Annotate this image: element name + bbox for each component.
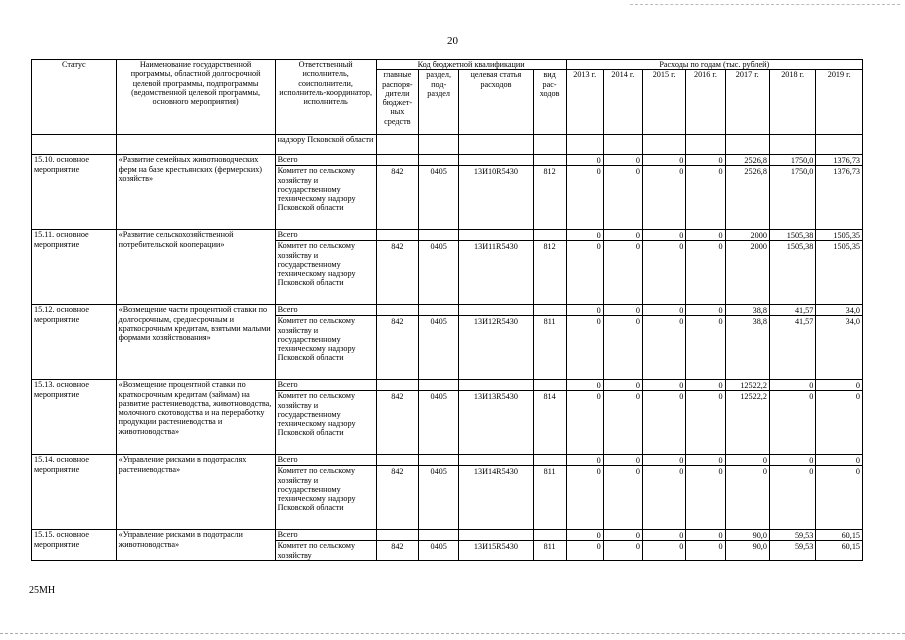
total-value: 41,57	[769, 305, 815, 316]
total-value: 0	[603, 530, 642, 541]
header-year-2017: 2017 г.	[725, 70, 769, 135]
total-value: 0	[603, 380, 642, 391]
total-value: 0	[566, 380, 603, 391]
header-year-2016: 2016 г.	[686, 70, 725, 135]
measure-status: 15.13. основное мероприятие	[32, 380, 117, 455]
total-label: Всего	[275, 455, 376, 466]
detail-value: 0	[566, 316, 603, 380]
total-value: 0	[686, 305, 725, 316]
total-value: 0	[686, 530, 725, 541]
carry-over-executor: надзору Псковской области	[275, 135, 376, 155]
detail-value: 0	[725, 466, 769, 530]
detail-value: 2000	[725, 241, 769, 305]
header-year-2013: 2013 г.	[566, 70, 603, 135]
executor-name: Комитет по сельскому хозяйству и государственному техническому надзору Псковской области	[275, 166, 376, 230]
measure-status: 15.10. основное мероприятие	[32, 155, 117, 230]
scan-edge-top	[630, 4, 900, 5]
executor-name: Комитет по сельскому хозяйству и государственному техническому надзору Псковской области	[275, 241, 376, 305]
footer-code: 25МН	[29, 585, 56, 596]
detail-value: 0	[816, 391, 863, 455]
detail-value: 12522,2	[725, 391, 769, 455]
expense-type-code: 812	[533, 166, 566, 230]
total-value: 0	[816, 455, 863, 466]
detail-value: 0	[566, 166, 603, 230]
detail-value: 0	[686, 541, 725, 561]
total-label: Всего	[275, 305, 376, 316]
expense-type-code: 814	[533, 391, 566, 455]
grbs-code: 842	[376, 241, 418, 305]
detail-value: 0	[642, 541, 685, 561]
detail-value: 2526,8	[725, 166, 769, 230]
total-value: 0	[686, 230, 725, 241]
total-value: 59,53	[769, 530, 815, 541]
total-value: 34,0	[816, 305, 863, 316]
header-grbs: главные распоря-дители бюджет-ных средств	[376, 70, 418, 135]
section-code: 0405	[419, 541, 459, 561]
target-code: 13И11R5430	[459, 241, 533, 305]
detail-value: 1505,38	[769, 241, 815, 305]
detail-value: 0	[603, 541, 642, 561]
section-code: 0405	[419, 166, 459, 230]
executor-name: Комитет по сельскому хозяйству и государственному техническому надзору Псковской области	[275, 466, 376, 530]
total-value: 0	[686, 380, 725, 391]
measure-total-row	[32, 530, 863, 541]
detail-value: 0	[686, 466, 725, 530]
total-value: 0	[566, 230, 603, 241]
target-code: 13И12R5430	[459, 316, 533, 380]
total-value: 1505,38	[769, 230, 815, 241]
target-code: 13И14R5430	[459, 466, 533, 530]
grbs-code: 842	[376, 391, 418, 455]
total-value: 1376,73	[816, 155, 863, 166]
total-value: 0	[603, 155, 642, 166]
total-label: Всего	[275, 155, 376, 166]
detail-value: 0	[603, 241, 642, 305]
section-code: 0405	[419, 391, 459, 455]
total-value: 0	[566, 455, 603, 466]
page-number: 20	[447, 35, 458, 47]
total-value: 2526,8	[725, 155, 769, 166]
total-value: 0	[566, 155, 603, 166]
total-value: 0	[725, 455, 769, 466]
total-value: 38,8	[725, 305, 769, 316]
total-value: 0	[642, 230, 685, 241]
detail-value: 0	[603, 316, 642, 380]
total-value: 0	[686, 455, 725, 466]
detail-value: 41,57	[769, 316, 815, 380]
total-value: 0	[642, 455, 685, 466]
measure-name: «Возмещение процентной ставки по краткосрочным кредитам (займам) на развитие растениеводства, животноводства, молочного скотоводства и на переработку продукции растениеводства и животноводства»	[116, 380, 275, 455]
measure-total-row	[32, 155, 863, 166]
detail-value: 0	[566, 391, 603, 455]
header-year-2019: 2019 г.	[816, 70, 863, 135]
total-value: 0	[769, 380, 815, 391]
target-code: 13И15R5430	[459, 541, 533, 561]
total-label: Всего	[275, 380, 376, 391]
total-label: Всего	[275, 530, 376, 541]
detail-value: 0	[686, 316, 725, 380]
grbs-code: 842	[376, 166, 418, 230]
header-target: целевая статья расходов	[459, 70, 533, 135]
measure-total-row	[32, 230, 863, 241]
expense-type-code: 811	[533, 316, 566, 380]
total-value: 0	[642, 155, 685, 166]
detail-value: 34,0	[816, 316, 863, 380]
measure-total-row	[32, 455, 863, 466]
total-label: Всего	[275, 230, 376, 241]
total-value: 0	[642, 380, 685, 391]
total-value: 0	[566, 530, 603, 541]
header-section: раздел, под-раздел	[419, 70, 459, 135]
detail-value: 0	[642, 241, 685, 305]
detail-value: 0	[603, 391, 642, 455]
total-value: 0	[686, 155, 725, 166]
header-expenses: Расходы по годам (тыс. рублей)	[566, 60, 862, 70]
executor-name: Комитет по сельскому хозяйству	[275, 541, 376, 561]
detail-value: 0	[603, 166, 642, 230]
total-value: 0	[769, 455, 815, 466]
total-value: 0	[816, 380, 863, 391]
detail-value: 0	[642, 391, 685, 455]
expense-type-code: 811	[533, 541, 566, 561]
detail-value: 60,15	[816, 541, 863, 561]
budget-table	[31, 59, 863, 561]
scan-edge-bottom	[0, 633, 905, 634]
expense-type-code: 812	[533, 241, 566, 305]
total-value: 0	[642, 530, 685, 541]
grbs-code: 842	[376, 466, 418, 530]
total-value: 60,15	[816, 530, 863, 541]
carry-over-row	[32, 135, 863, 155]
section-code: 0405	[419, 466, 459, 530]
section-code: 0405	[419, 316, 459, 380]
total-value: 90,0	[725, 530, 769, 541]
detail-value: 0	[686, 166, 725, 230]
detail-value: 0	[816, 466, 863, 530]
total-value: 0	[566, 305, 603, 316]
detail-value: 0	[686, 391, 725, 455]
detail-value: 1376,73	[816, 166, 863, 230]
grbs-code: 842	[376, 316, 418, 380]
measure-name: «Развитие сельскохозяйственной потребительской кооперации»	[116, 230, 275, 305]
measure-total-row	[32, 305, 863, 316]
detail-value: 0	[566, 541, 603, 561]
header-executor: Ответственный исполнитель, соисполнители, исполнитель-координатор, исполнитель	[275, 60, 376, 135]
total-value: 0	[603, 305, 642, 316]
measure-name: «Управление рисками в подотраслях растениеводства»	[116, 455, 275, 530]
expense-type-code: 811	[533, 466, 566, 530]
detail-value: 0	[769, 466, 815, 530]
detail-value: 38,8	[725, 316, 769, 380]
detail-value: 0	[642, 166, 685, 230]
measure-total-row	[32, 380, 863, 391]
header-year-2018: 2018 г.	[769, 70, 815, 135]
measure-status: 15.12. основное мероприятие	[32, 305, 117, 380]
executor-name: Комитет по сельскому хозяйству и государственному техническому надзору Псковской области	[275, 391, 376, 455]
measure-name: «Возмещение части процентной ставки по долгосрочным, среднесрочным и краткосрочным кредитам, взятыми малыми формами хозяйствования»	[116, 305, 275, 380]
total-value: 12522,2	[725, 380, 769, 391]
total-value: 1750,0	[769, 155, 815, 166]
detail-value: 59,53	[769, 541, 815, 561]
detail-value: 0	[603, 466, 642, 530]
total-value: 0	[642, 305, 685, 316]
measure-status: 15.11. основное мероприятие	[32, 230, 117, 305]
target-code: 13И10R5430	[459, 166, 533, 230]
total-value: 0	[603, 230, 642, 241]
detail-value: 1505,35	[816, 241, 863, 305]
header-budget-code: Код бюджетной квалификации	[376, 60, 566, 70]
detail-value: 0	[566, 241, 603, 305]
section-code: 0405	[419, 241, 459, 305]
measure-name: «Управление рисками в подотрасли животноводства»	[116, 530, 275, 561]
header-type: вид рас-ходов	[533, 70, 566, 135]
detail-value: 0	[642, 466, 685, 530]
header-status: Статус	[32, 60, 117, 135]
header-name: Наименование государственной программы, областной долгосрочной целевой программы, подпрограммы (ведомственной целевой программы, основного мероприятия)	[116, 60, 275, 135]
measure-status: 15.14. основное мероприятие	[32, 455, 117, 530]
target-code: 13И13R5430	[459, 391, 533, 455]
detail-value: 1750,0	[769, 166, 815, 230]
total-value: 1505,35	[816, 230, 863, 241]
header-year-2015: 2015 г.	[642, 70, 685, 135]
executor-name: Комитет по сельскому хозяйству и государственному техническому надзору Псковской области	[275, 316, 376, 380]
detail-value: 0	[566, 466, 603, 530]
grbs-code: 842	[376, 541, 418, 561]
detail-value: 0	[642, 316, 685, 380]
header-year-2014: 2014 г.	[603, 70, 642, 135]
total-value: 0	[603, 455, 642, 466]
detail-value: 90,0	[725, 541, 769, 561]
detail-value: 0	[686, 241, 725, 305]
measure-name: «Развитие семейных животноводческих ферм на базе крестьянских (фермерских) хозяйств»	[116, 155, 275, 230]
measure-status: 15.15. основное мероприятие	[32, 530, 117, 561]
detail-value: 0	[769, 391, 815, 455]
total-value: 2000	[725, 230, 769, 241]
